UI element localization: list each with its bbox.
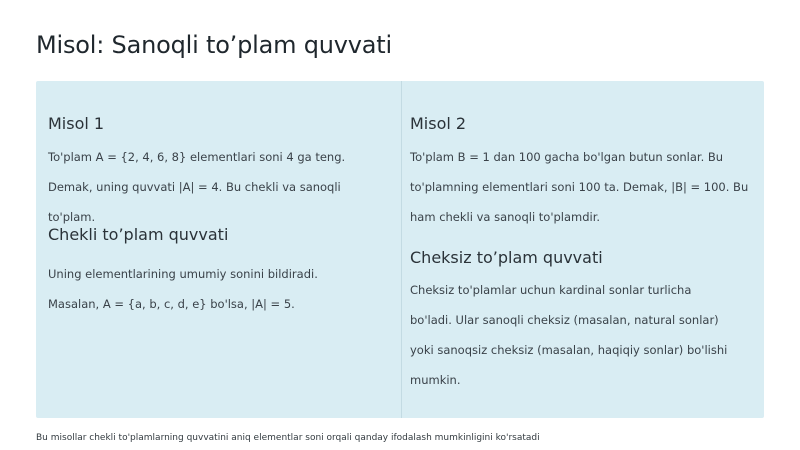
left-column xyxy=(48,81,378,418)
example-1-heading: Misol 1 xyxy=(48,114,105,133)
finite-set-text: Uning elementlarining umumiy sonini bildiradi. Masalan, A = {a, b, c, d, e} bo'lsa, |A| = 5. xyxy=(48,267,318,311)
example-2-text: To'plam B = 1 dan 100 gacha bo'lgan butun sonlar. Bu to'plamning elementlari soni 100 ta. Demak, |B| = 100. Bu ham chekli va sanoqli to'plamdir. xyxy=(410,150,749,224)
page-title: Misol: Sanoqli to’plam quvvati xyxy=(36,31,392,59)
infinite-set-text: Cheksiz to'plamlar uchun kardinal sonlar turlicha bo'ladi. Ular sanoqli cheksiz (masalan, natural sonlar) yoki sanoqsiz cheksiz (masalan, haqiqiy sonlar) bo'lishi mumkin. xyxy=(410,283,728,387)
right-column xyxy=(410,81,760,418)
column-divider xyxy=(401,81,402,418)
example-2-heading: Misol 2 xyxy=(410,114,467,133)
example-1-text: To'plam A = {2, 4, 6, 8} elementlari soni 4 ga teng. Demak, uning quvvati |A| = 4. Bu chekli va sanoqli to'plam. xyxy=(48,150,346,224)
content-panel xyxy=(36,81,764,418)
footer-note: Bu misollar chekli to'plamlarning quvvatini aniq elementlar soni orqali qanday ifodalash mumkinligini ko'rsatadi xyxy=(36,433,540,443)
infinite-set-heading: Cheksiz to’plam quvvati xyxy=(410,248,603,267)
finite-set-heading: Chekli to’plam quvvati xyxy=(48,225,229,244)
